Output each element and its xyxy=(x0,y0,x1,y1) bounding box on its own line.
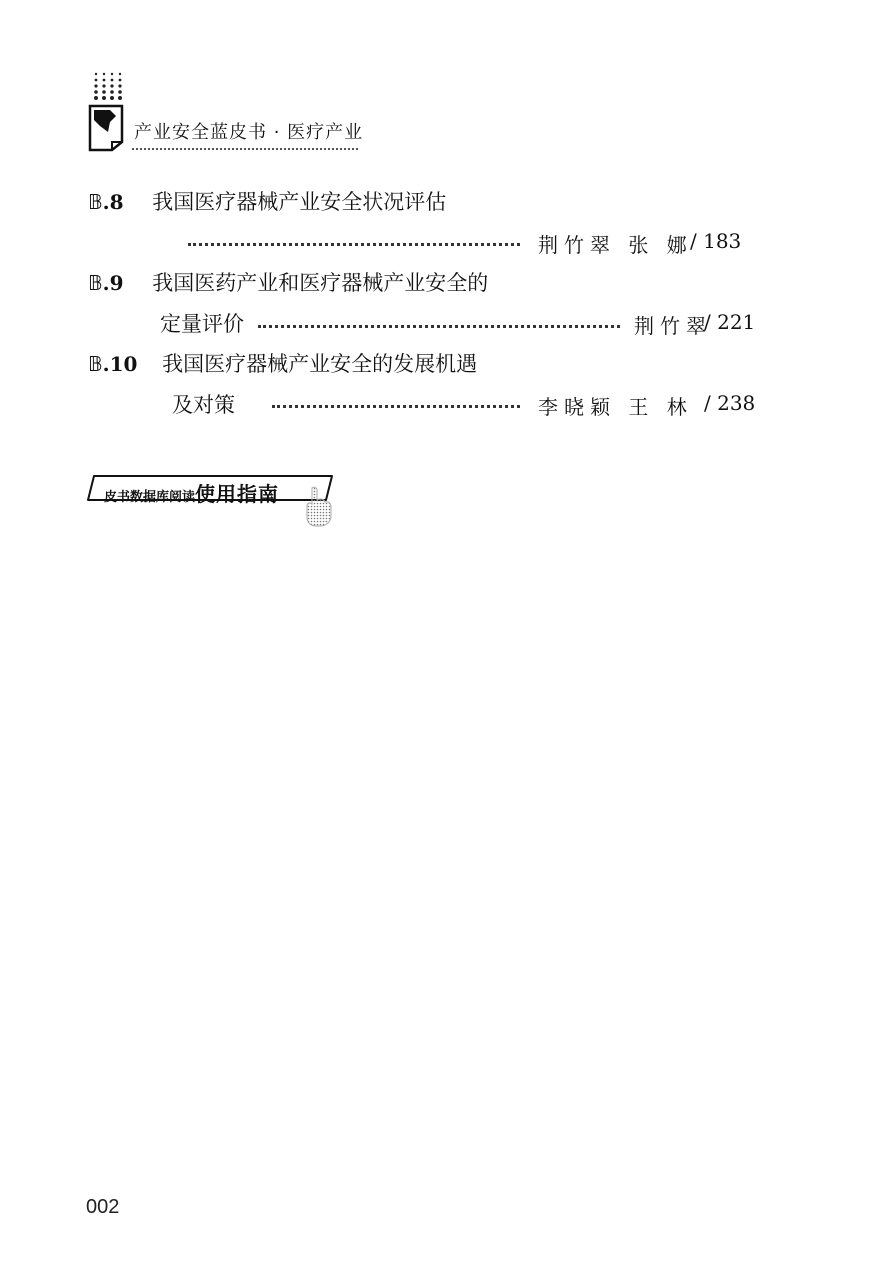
header-rule xyxy=(132,148,358,150)
toc-page: / 221 xyxy=(704,310,756,334)
toc-entry-b8-line1[interactable] xyxy=(88,188,446,216)
database-guide-link[interactable] xyxy=(86,472,336,532)
toc-page: / 183 xyxy=(690,229,742,253)
toc-entry-b9-line1[interactable] xyxy=(88,269,488,297)
toc-title: 我国医疗器械产业安全状况评估 xyxy=(152,190,447,214)
guide-label: 皮书数据库阅读使用指南 xyxy=(104,482,280,506)
toc-title: 我国医药产业和医疗器械产业安全的 xyxy=(152,271,489,295)
toc-author: 荆竹翠 张 娜 xyxy=(538,233,693,257)
dot-leader xyxy=(272,405,520,408)
dot-pattern-icon xyxy=(92,72,132,102)
running-header xyxy=(86,72,364,154)
toc-number: 𝔹.8 xyxy=(88,190,124,214)
header-title: 产业安全蓝皮书 · 医疗产业 xyxy=(134,122,364,143)
toc-author: 荆竹翠 xyxy=(634,314,712,338)
toc-title: 我国医疗器械产业安全的发展机遇 xyxy=(162,352,478,376)
pointing-hand-icon xyxy=(298,484,338,528)
toc-title-line2: 及对策 xyxy=(172,393,235,417)
toc-number: 𝔹.9 xyxy=(88,271,124,295)
toc-page: / 238 xyxy=(704,391,756,415)
dot-leader xyxy=(188,243,520,246)
dot-leader xyxy=(258,325,620,328)
book-corner-icon xyxy=(86,102,126,152)
toc-entry-b10-line1[interactable] xyxy=(88,350,477,378)
toc-author: 李晓颖 王 林 xyxy=(538,395,693,419)
toc-number: 𝔹.10 xyxy=(88,352,138,376)
page-number: 002 xyxy=(86,1196,120,1218)
toc-title-line2: 定量评价 xyxy=(160,312,244,336)
